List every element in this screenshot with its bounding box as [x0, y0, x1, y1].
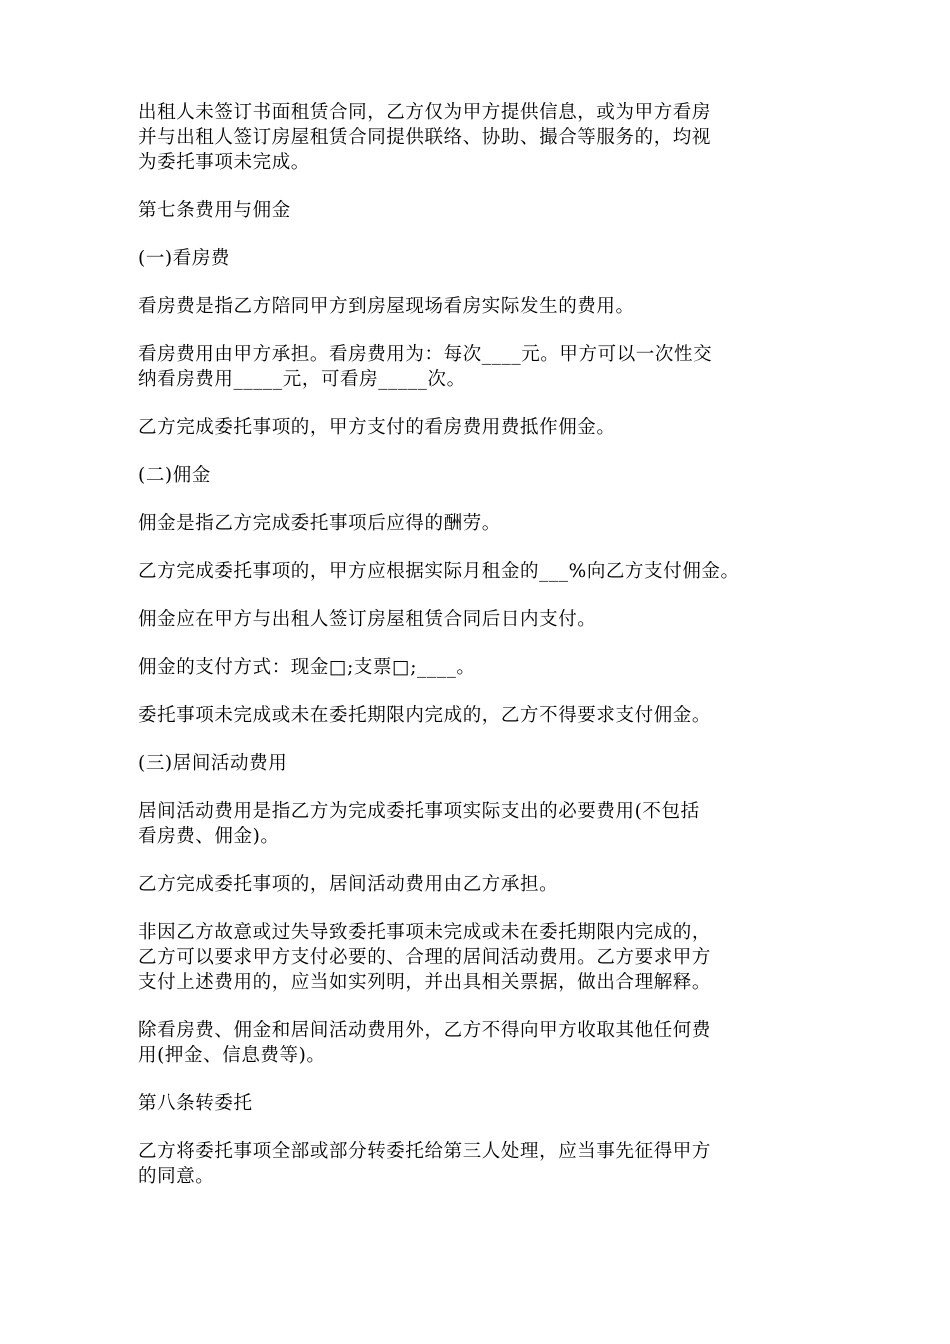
text-line: 第八条转委托 [138, 1093, 253, 1114]
text-line: (二)佣金 [138, 465, 211, 486]
text-line: 乙方可以要求甲方支付必要的、合理的居间活动费用。乙方要求甲方 [138, 947, 712, 968]
paragraph-commission-payment-method [138, 655, 818, 680]
text-line: 委托事项未完成或未在委托期限内完成的，乙方不得要求支付佣金。 [138, 705, 712, 726]
paragraph-viewing-fee-offset [138, 415, 818, 440]
article-7-heading [138, 198, 818, 223]
paragraph-commission-not-payable [138, 703, 818, 728]
paragraph-sub-delegation [138, 1139, 818, 1189]
text-line: 佣金是指乙方完成委托事项后应得的酬劳。 [138, 513, 501, 534]
section-brokerage-expenses-heading [138, 751, 818, 776]
text-line: 第七条费用与佣金 [138, 200, 291, 221]
document-page [138, 100, 818, 1212]
text-line: 用(押金、信息费等)。 [138, 1045, 326, 1066]
paragraph-commission-rate [138, 559, 818, 584]
text-line: 乙方将委托事项全部或部分转委托给第三人处理，应当事先征得甲方 [138, 1141, 712, 1162]
text-line: 看房费是指乙方陪同甲方到房屋现场看房实际发生的费用。 [138, 296, 635, 317]
text-line: 看房费用由甲方承担。看房费用为：每次____元。甲方可以一次性交 [138, 344, 713, 365]
section-commission-heading [138, 463, 818, 488]
paragraph-expenses-borne [138, 872, 818, 897]
paragraph-viewing-fee-amount [138, 342, 818, 392]
text-line: 看房费、佣金)。 [138, 826, 280, 847]
text-line: 乙方完成委托事项的，甲方支付的看房费用费抵作佣金。 [138, 417, 616, 438]
paragraph-commission-definition [138, 511, 818, 536]
paragraph-no-other-fees [138, 1018, 818, 1068]
text-line: 支付上述费用的，应当如实列明，并出具相关票据，做出合理解释。 [138, 972, 712, 993]
paragraph-expenses-claim [138, 920, 818, 995]
paragraph-expenses-definition [138, 799, 818, 849]
text-line: (一)看房费 [138, 248, 231, 269]
text-line: (三)居间活动费用 [138, 753, 288, 774]
text-line: 并与出租人签订房屋租赁合同提供联络、协助、撮合等服务的，均视 [138, 127, 712, 148]
text-line: 佣金应在甲方与出租人签订房屋租赁合同后日内支付。 [138, 609, 597, 630]
text-line: 非因乙方故意或过失导致委托事项未完成或未在委托期限内完成的， [138, 922, 712, 943]
paragraph-viewing-fee-definition [138, 294, 818, 319]
paragraph-commission-timing [138, 607, 818, 632]
text-line: 的同意。 [138, 1166, 215, 1187]
text-line: 乙方完成委托事项的，居间活动费用由乙方承担。 [138, 874, 559, 895]
text-line: 出租人未签订书面租赁合同，乙方仅为甲方提供信息，或为甲方看房 [138, 102, 712, 123]
article-8-heading [138, 1091, 818, 1116]
text-line: 乙方完成委托事项的，甲方应根据实际月租金的___%向乙方支付佣金。 [138, 561, 740, 582]
text-line: 除看房费、佣金和居间活动费用外，乙方不得向甲方收取其他任何费 [138, 1020, 712, 1041]
text-line: 佣金的支付方式：现金□;支票□;____。 [138, 657, 476, 678]
paragraph-1 [138, 100, 818, 175]
text-line: 居间活动费用是指乙方为完成委托事项实际支出的必要费用(不包括 [138, 801, 700, 822]
section-viewing-fee-heading [138, 246, 818, 271]
text-line: 为委托事项未完成。 [138, 152, 310, 173]
text-line: 纳看房费用_____元，可看房_____次。 [138, 369, 466, 390]
